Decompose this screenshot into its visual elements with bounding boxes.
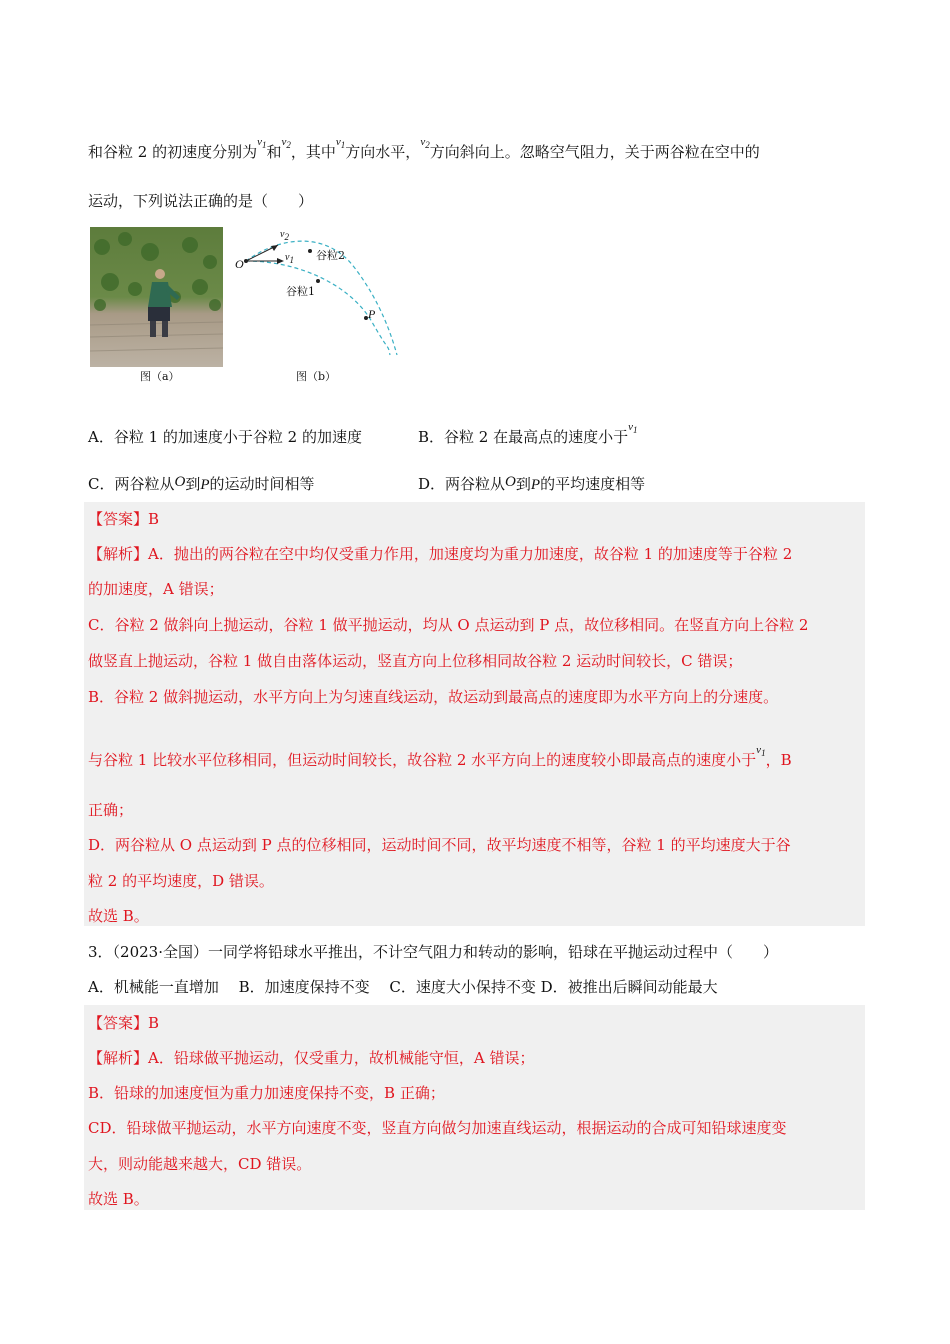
q2-explanation-1: 【解析】A．抛出的两谷粒在空中均仅受重力作用，加速度均为重力加速度，故谷粒 1 的加速度等于谷粒 2	[88, 545, 793, 563]
q2-stem-text: 和谷粒 2 的初速度分别为	[88, 143, 258, 161]
q2-explanation-7: 正确；	[88, 801, 134, 819]
v2-label: v2	[280, 229, 289, 242]
q2-answer: 【答案】B	[88, 510, 160, 528]
q3-options: A．机械能一直增加 B．加速度保持不变 C．速度大小保持不变 D．被推出后瞬间动能最大	[88, 978, 718, 996]
q2-option-b: B．谷粒 2 在最高点的速度小于$^{v_1}$	[418, 421, 638, 446]
q2-stem-text: ，其中	[290, 143, 336, 161]
q2-explanation-4: 做竖直上抛运动，谷粒 1 做自由落体运动，竖直方向上位移相同故谷粒 2 运动时间较长，C 错误；	[88, 652, 743, 670]
q3-stem: 3．（2023·全国）一同学将铅球水平推出，不计空气阻力和转动的影响，铅球在平抛运动过程中（ ）	[88, 943, 778, 961]
q2-explanation-6: 与谷粒 1 比较水平位移相同，但运动时间较长，故谷粒 2 水平方向上的速度较小即最高点的速度小于$^{v_1}$，B	[88, 744, 792, 769]
q2-option-d: D．两谷粒从O到P的平均速度相等	[418, 474, 646, 493]
q3-explanation-4: 大，则动能越来越大，CD 错误。	[88, 1155, 312, 1173]
v1-symbol: v1	[335, 136, 346, 150]
q2-explanation-10: 故选 B。	[88, 907, 149, 925]
figure-a-caption: 图（a）	[140, 370, 180, 383]
q2-stem-text: 和	[266, 143, 282, 161]
q3-explanation-1: 【解析】A．铅球做平抛运动，仅受重力，故机械能守恒，A 错误；	[88, 1049, 535, 1067]
q2-answer-box	[84, 502, 865, 926]
grain1-label: 谷粒1	[286, 285, 315, 298]
v1-symbol: v1	[756, 744, 766, 758]
q3-explanation-5: 故选 B。	[88, 1190, 149, 1208]
q2-stem-line2: 运动，下列说法正确的是（ ）	[88, 192, 314, 210]
q2-explanation-5: B．谷粒 2 做斜抛运动，水平方向上为匀速直线运动，故运动到最高点的速度即为水平方向上的分速度。	[88, 688, 779, 706]
q3-answer: 【答案】B	[88, 1014, 160, 1032]
q2-stem-text: 方向斜向上。忽略空气阻力，关于两谷粒在空中的	[429, 143, 760, 161]
q2-explanation-8: D．两谷粒从 O 点运动到 P 点的位移相同，运动时间不同，故平均速度不相等，谷粒 1 的平均速度大于谷	[88, 836, 791, 854]
q3-answer-box	[84, 1005, 865, 1210]
q2-explanation-9: 粒 2 的平均速度，D 错误。	[88, 872, 274, 890]
point-p-label: P	[368, 307, 376, 321]
v2-symbol: v2	[281, 136, 291, 150]
q2-stem-line1	[88, 136, 760, 162]
figure-a-photo	[90, 227, 223, 367]
figure-b-diagram	[232, 227, 407, 362]
q2-stem-text: 方向水平，	[345, 143, 421, 161]
v1-symbol: v1	[257, 136, 267, 150]
v2-symbol: v2	[420, 136, 430, 150]
q2-explanation-2: 的加速度，A 错误；	[88, 580, 224, 598]
figure-b-caption: 图（b）	[296, 370, 337, 383]
grain2-label: 谷粒2	[316, 249, 345, 262]
q2-option-a: A．谷粒 1 的加速度小于谷粒 2 的加速度	[88, 428, 362, 446]
point-o-label: O	[235, 257, 244, 271]
q3-explanation-2: B．铅球的加速度恒为重力加速度保持不变，B 正确；	[88, 1084, 445, 1102]
q2-option-c: C．两谷粒从O到P的运动时间相等	[88, 474, 315, 493]
v1-symbol: v1	[628, 421, 638, 435]
q2-explanation-3: C．谷粒 2 做斜向上抛运动，谷粒 1 做平抛运动，均从 O 点运动到 P 点，故位移相同。在竖直方向上谷粒 2	[88, 616, 809, 634]
v1-label: v1	[285, 252, 294, 265]
q3-explanation-3: CD．铅球做平抛运动，水平方向速度不变，竖直方向做匀加速直线运动，根据运动的合成可知铅球速度变	[88, 1119, 787, 1137]
